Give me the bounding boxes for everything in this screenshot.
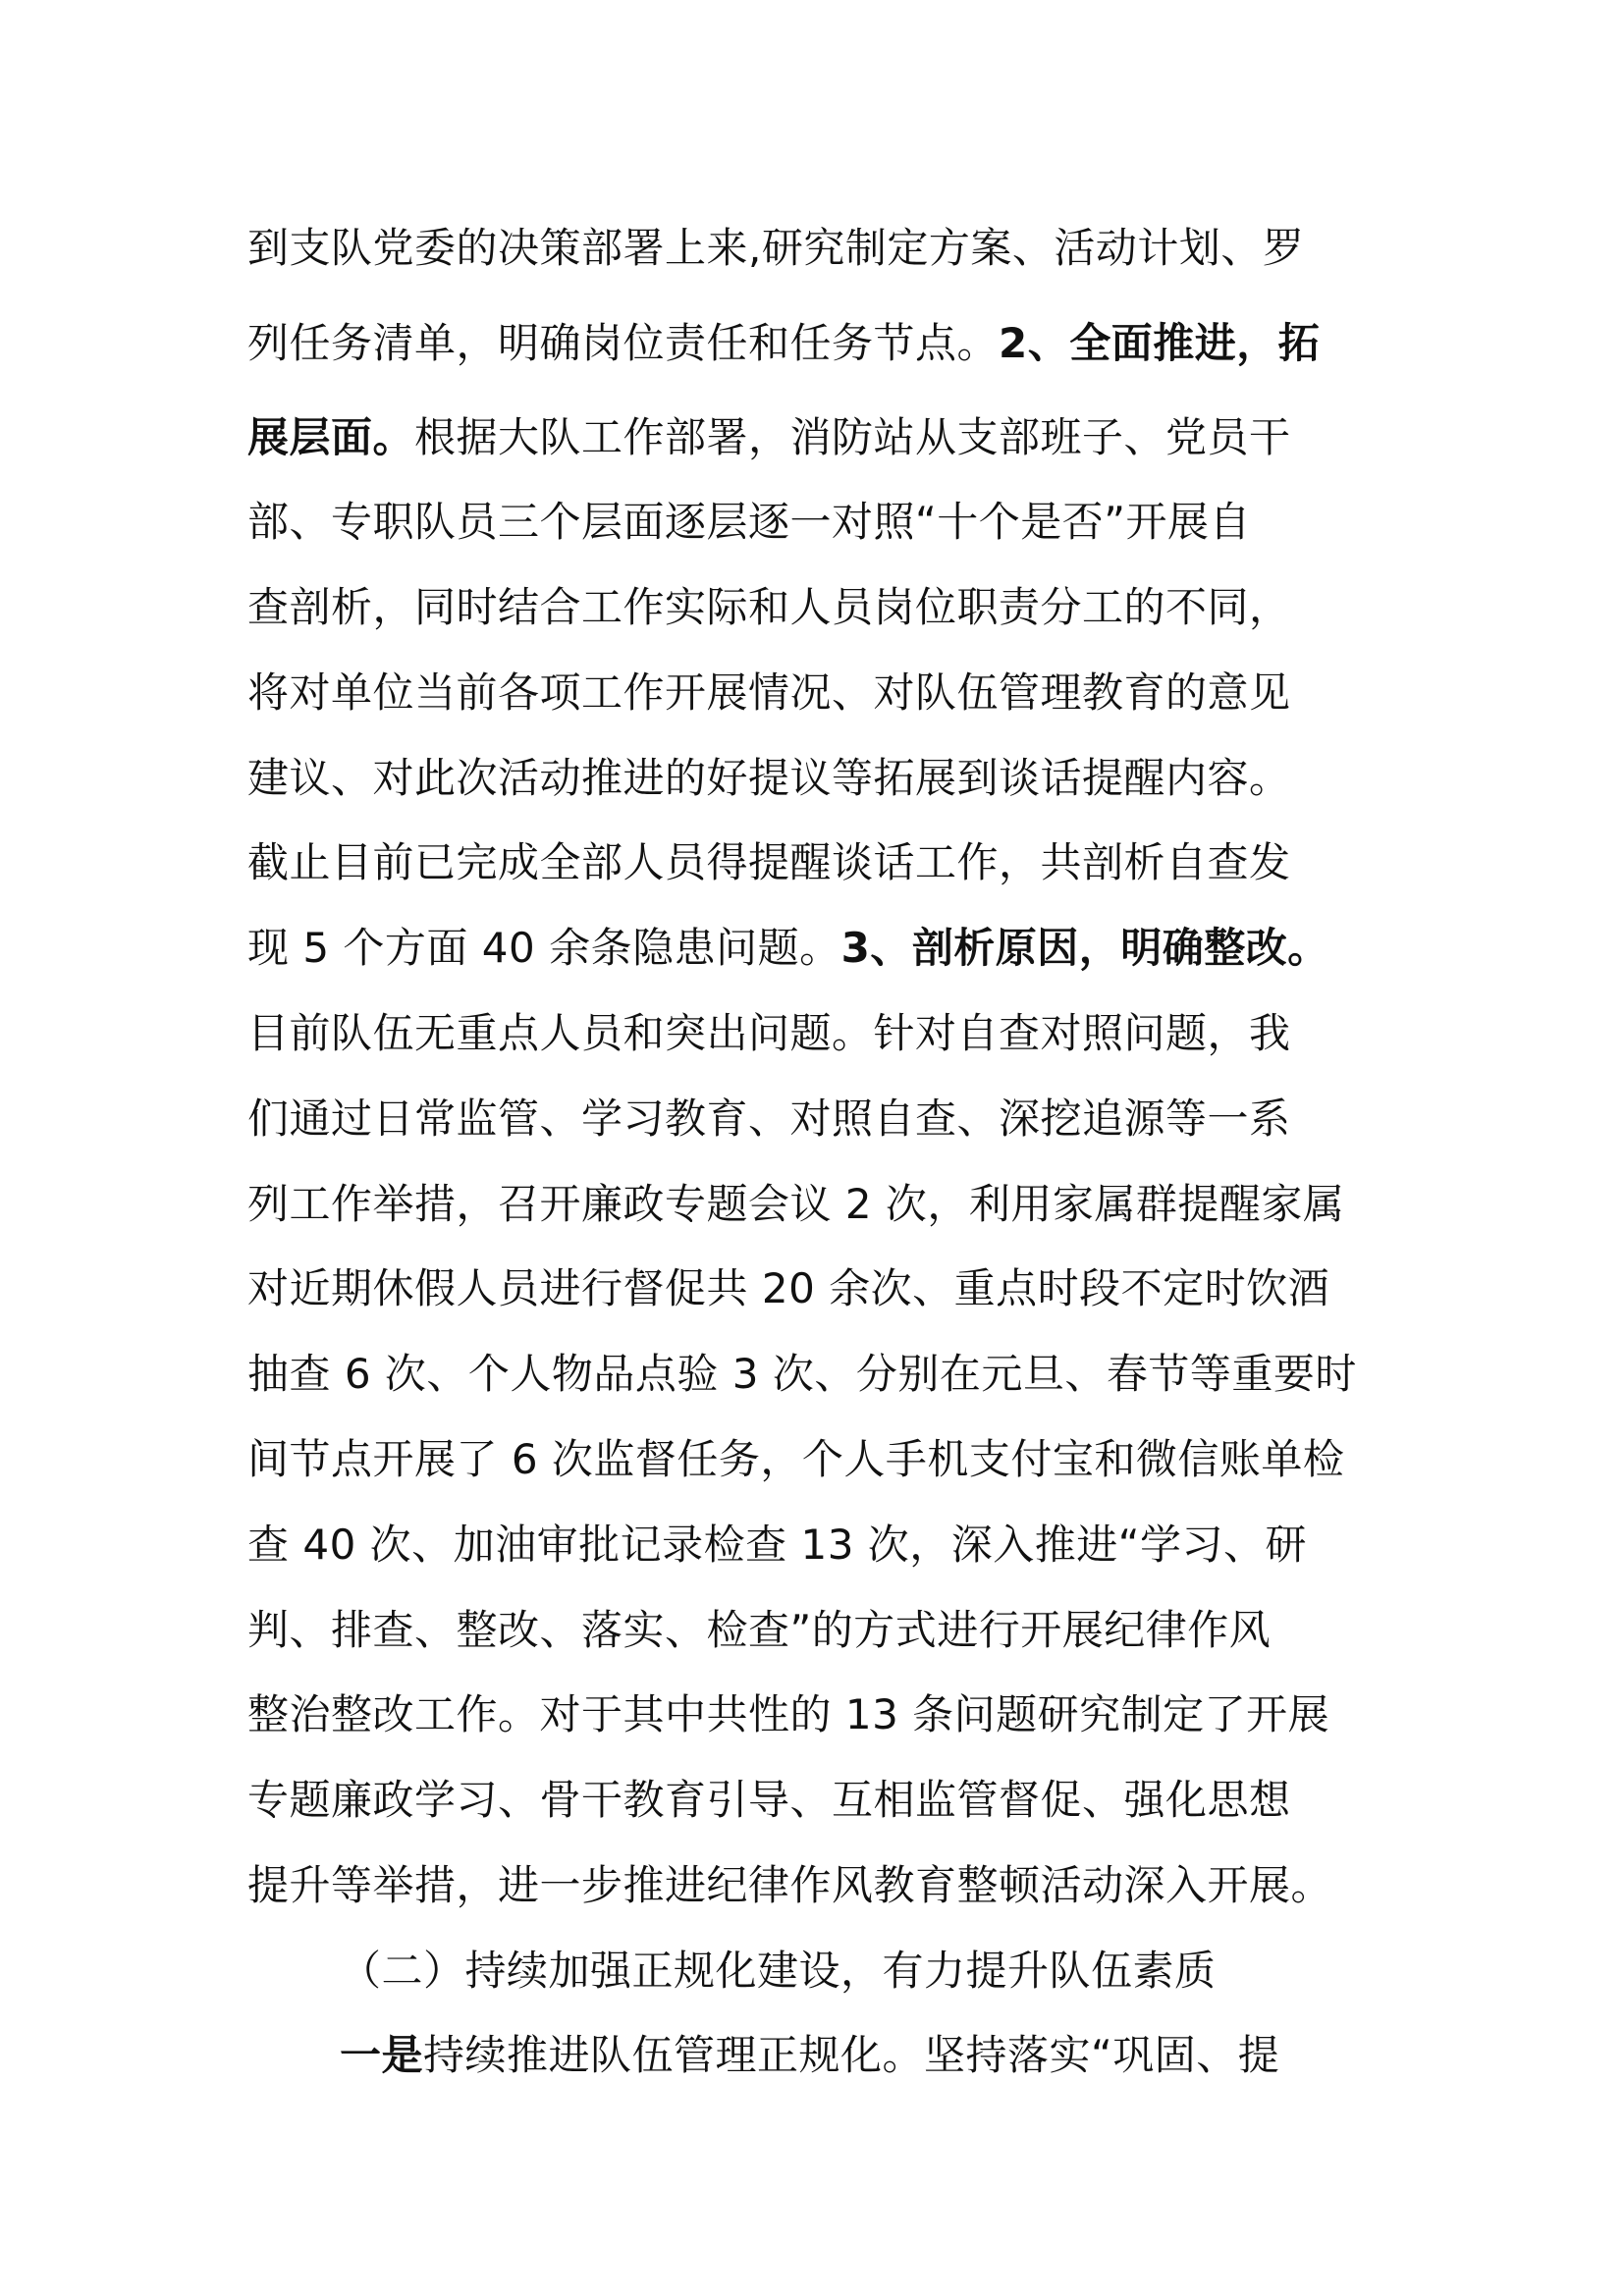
text-run: 整治整改工作。对于其中共性的 13 条问题研究制定了开展 [247,1690,1330,1738]
bold-heading-run: 3、剖析原因，明确整改。 [840,924,1329,972]
body-text-line [340,2031,1280,2079]
text-run: 提升等举措，进一步推进纪律作风教育整顿活动深入开展。 [247,1861,1333,1909]
body-text-line [247,668,1291,717]
text-run: 抽查 6 次、个人物品点验 3 次、分别在元旦、春节等重要时 [247,1350,1357,1398]
text-run: 们通过日常监管、学习教育、对照自查、深挖追源等一系 [247,1095,1291,1143]
text-run: 目前队伍无重点人员和突出问题。针对自查对照问题，我 [247,1009,1291,1057]
body-text-line [247,1009,1291,1057]
text-run: 根据大队工作部署，消防站从支部班子、党员干 [414,413,1291,461]
bold-heading-run: 展层面。 [247,413,415,461]
section-heading [340,1947,1217,1995]
body-text-line [247,1861,1333,1909]
body-text-line [247,1690,1330,1738]
text-run: 判、排查、整改、落实、检查”的方式进行开展纪律作风 [247,1606,1272,1654]
body-text-line [247,498,1252,546]
body-text-line [247,1264,1330,1312]
text-run: 现 5 个方面 40 余条隐患问题。 [247,924,841,972]
body-text-line [247,1095,1291,1143]
text-run: 截止目前已完成全部人员得提醒谈话工作，共剖析自查发 [247,838,1291,886]
body-text-line [247,924,1329,972]
text-run: 对近期休假人员进行督促共 20 余次、重点时段不定时饮酒 [247,1264,1330,1312]
text-run: 查剖析，同时结合工作实际和人员岗位职责分工的不同， [247,583,1291,631]
text-run: 列任务清单，明确岗位责任和任务节点。 [247,319,1000,367]
bold-lead-run: 一是 [340,2031,424,2079]
body-text-line [247,754,1291,802]
body-text-line [247,1606,1272,1654]
text-run: 部、专职队员三个层面逐层逐一对照“十个是否”开展自 [247,498,1252,546]
body-text-line [247,583,1291,631]
body-text-line [247,319,1321,367]
body-text-line [247,1776,1291,1824]
body-text-line [247,1521,1308,1569]
section-heading-text: （二）持续加强正规化建设，有力提升队伍素质 [340,1947,1217,1995]
body-text-line [247,224,1305,272]
bold-heading-run: 2、全面推进，拓 [999,319,1321,367]
text-run: 查 40 次、加油审批记录检查 13 次，深入推进“学习、研 [247,1521,1308,1569]
body-text-line [247,1435,1345,1483]
body-text-line [247,413,1291,461]
text-run: 专题廉政学习、骨干教育引导、互相监管督促、强化思想 [247,1776,1291,1824]
body-text-line [247,838,1291,886]
text-run: 将对单位当前各项工作开展情况、对队伍管理教育的意见 [247,668,1291,717]
text-run: 列工作举措，召开廉政专题会议 2 次，利用家属群提醒家属 [247,1180,1345,1228]
body-text-line [247,1350,1357,1398]
text-run: 持续推进队伍管理正规化。坚持落实“巩固、提 [423,2031,1280,2079]
text-run: 建议、对此次活动推进的好提议等拓展到谈话提醒内容。 [247,754,1291,802]
body-text-line [247,1180,1345,1228]
text-run: 到支队党委的决策部署上来,研究制定方案、活动计划、罗 [247,224,1305,272]
text-run: 间节点开展了 6 次监督任务，个人手机支付宝和微信账单检 [247,1435,1345,1483]
